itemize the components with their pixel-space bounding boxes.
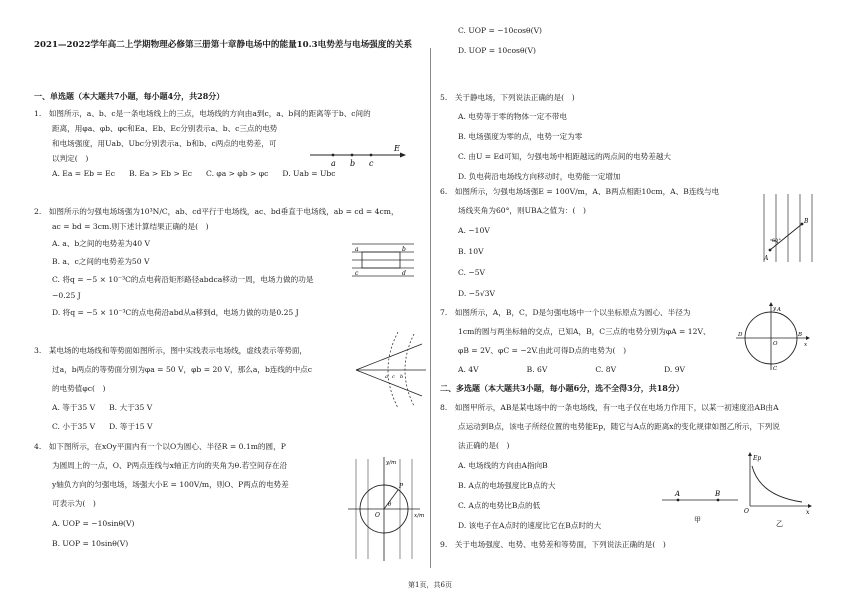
option-d: D. −5√3V	[458, 289, 495, 298]
label-d: D	[738, 332, 743, 338]
question-1-line: 和电场强度，用Uab、Ubc分别表示a、b和b、c两点的电势差，可	[52, 139, 277, 148]
question-3-line: 过a，b两点的等势面分别为φa = 50 V，φb = 20 V，那么a，b连线的中点c	[52, 365, 313, 374]
question-2-line: 2. 如图所示的匀强电场场强为10³N/C，ab、cd平行于电场线，ac、bd垂直于电场线，ab = cd = 4cm，	[34, 207, 399, 216]
label-d: d	[402, 270, 406, 277]
question-7-line: 1cm的圆与两坐标轴的交点，已知A，B，C三点的电势分别为φA = 12V、	[458, 327, 711, 336]
option-b: B. 电场强度为零的点，电势一定为零	[458, 132, 583, 141]
option-b: B. Ea > Eb > Ec	[128, 169, 193, 178]
label-b: B	[715, 490, 721, 498]
question-6-figure	[758, 192, 818, 264]
option-c: C. 小于35 V	[52, 422, 96, 431]
question-9	[440, 539, 666, 550]
label-o: O	[375, 512, 380, 519]
label-c: c	[369, 159, 374, 168]
label-o: O	[773, 341, 778, 347]
label-x-axis: x/m	[414, 513, 425, 519]
option-a: A. 4V	[458, 365, 479, 374]
label-b: B	[798, 332, 803, 338]
question-7-line: 7. 如图所示，A，B，C，D是匀强电场中一个以坐标原点为圆心、半径为	[440, 308, 691, 317]
label-a: a	[331, 159, 336, 168]
label-x-axis: x	[804, 342, 808, 348]
label-b: b	[350, 159, 356, 168]
question-3-line: 3. 某电场的电场线和等势面如图所示，图中实线表示电场线，虚线表示等势面，	[34, 346, 308, 355]
label-jia: 甲	[694, 516, 701, 524]
option-d: D. 该电子在A点时的速度比它在B点时的大	[458, 521, 602, 530]
option-d: D. 等于15 V	[109, 422, 153, 431]
question-4-line: 4. 如下图所示，在xOy平面内有一个以O为圆心、半径R = 0.1m的圆，P	[34, 442, 286, 451]
option-c: C. UOP = −10cosθ(V)	[458, 26, 543, 35]
question-4-line: 为圆周上的一点，O、P两点连线与x轴正方向的夹角为θ.若空间存在沿	[52, 461, 288, 470]
label-y-axis: y	[773, 306, 777, 312]
question-4	[34, 441, 289, 549]
question-3-options-row2	[34, 421, 312, 432]
question-7-line: φB = 2V、φC = −2V.由此可得D点的电势为( )	[458, 346, 627, 355]
option-d: D. Uab = Ubc	[282, 169, 336, 178]
label-b: B	[804, 218, 809, 225]
section-multiple-choice-heading: 二、多选题（本大题共3小题，每小题6分，选不全得3分，共18分）	[440, 383, 684, 393]
question-7	[440, 307, 711, 375]
question-3	[34, 345, 312, 432]
question-6-line: 场线夹角为60°，则UBA之值为：( )	[458, 206, 586, 215]
question-1-line: 距离，用φa、φb、φc和Ea、Eb、Ec分别表示a、b、c三点的电势	[52, 124, 278, 133]
label-angle: 60°	[772, 238, 781, 244]
option-a: A. 电势等于零的物体一定不带电	[458, 112, 568, 121]
question-1-line: 1. 如图所示，a、b、c是一条电场线上的三点，电场线的方向由a到c，a、b间的距离等于b、c间的	[34, 109, 371, 118]
question-1-figure	[308, 143, 408, 169]
label-ep: Ep	[753, 455, 762, 462]
option-c: C. −5V	[458, 268, 486, 277]
label-c: C	[773, 366, 778, 372]
question-9-line: 9. 关于电场强度、电势、电势差和等势面，下列说法正确的是( )	[440, 540, 666, 549]
label-a: A	[675, 490, 681, 498]
label-p: P	[399, 483, 404, 490]
option-c-continued: −0.25 J	[52, 291, 81, 300]
question-3-line: 的电势值φc( )	[52, 384, 106, 393]
label-o: O	[744, 508, 749, 515]
question-5	[440, 92, 671, 182]
question-6-line: 6. 如图所示，匀强电场场强E = 100V/m，A、B两点相距10cm，A、B连线与电	[440, 187, 720, 196]
option-d: D. 9V	[664, 365, 686, 374]
option-b: B. 大于35 V	[109, 403, 153, 412]
label-a: a	[385, 374, 388, 380]
option-a: A. 电场线的方向由A指向B	[458, 461, 548, 470]
question-6	[440, 186, 719, 299]
label-x-axis: x	[806, 509, 810, 516]
question-7-options	[440, 364, 711, 375]
option-a: A. 等于35 V	[52, 403, 96, 412]
label-e: E	[394, 144, 400, 153]
label-y-axis: y/m	[386, 460, 397, 466]
question-3-options-row1	[34, 402, 312, 413]
question-4-figure	[346, 455, 426, 563]
question-1-line: 以判定( )	[52, 154, 89, 163]
section-single-choice-heading: 一、单选题（本大题共7小题，每小题4分，共28分）	[34, 91, 225, 101]
option-a: A. −10V	[458, 226, 490, 235]
label-a: A	[777, 307, 781, 313]
option-c: C. 将q = −5 × 10⁻³C的点电荷沿矩形路径abdca移动一周，电场力做的功是	[52, 275, 314, 284]
option-b: B. UOP = 10sinθ(V)	[52, 539, 129, 548]
option-d: D. 负电荷沿电场线方向移动时，电势能一定增加	[458, 172, 621, 181]
question-2-line: ac = bd = 3cm.则下述计算结果正确的是( )	[52, 222, 209, 231]
option-c: C. A点的电势比B点的低	[458, 501, 541, 510]
page-footer: 第1页，共6页	[408, 581, 452, 589]
question-2-figure	[350, 236, 416, 280]
label-b: b	[402, 246, 406, 253]
question-8-line: 8. 如图甲所示，AB是某电场中的一条电场线，有一电子仅在电场力作用下，以某一初速度沿AB由A	[440, 403, 779, 412]
label-a: a	[355, 246, 359, 253]
option-b: B. A点的电场强度比B点的大	[458, 481, 556, 490]
option-c: C. 8V	[595, 365, 617, 374]
question-8-figure-jia	[660, 476, 740, 528]
label-a: A	[764, 255, 769, 262]
option-a: A. a、b之间的电势差为40 V	[52, 239, 151, 248]
label-theta: θ	[388, 502, 392, 508]
question-8-figure-yi	[742, 452, 814, 532]
option-a: A. UOP = −10sinθ(V)	[52, 519, 135, 528]
question-4-line: y轴负方向的匀强电场，场强大小E = 100V/m，则O、P两点的电势差	[52, 480, 289, 489]
question-8-line: 法正确的是( )	[458, 441, 510, 450]
question-4-line: 可表示为( )	[52, 499, 96, 508]
option-d: D. 将q = −5 × 10⁻³C的点电荷沿abd从a移到d，电场力做的功是0.25 J	[52, 308, 299, 317]
question-5-line: 5. 关于静电场，下列说法正确的是( )	[440, 93, 575, 102]
option-b: B. 10V	[458, 247, 484, 256]
option-c: C. 由U = Ed可知，匀强电场中相距越远的两点间的电势差越大	[458, 152, 672, 161]
question-4-continued	[440, 25, 542, 56]
question-1-options	[34, 168, 371, 179]
label-c: c	[392, 374, 395, 380]
label-b: b	[400, 374, 404, 380]
question-8-line: 点运动到B点，该电子所经位置的电势能Ep，随它与A点的距离x的变化规律如图乙所示，下列说	[458, 422, 780, 431]
option-b: B. a、c之间的电势差为50 V	[52, 257, 150, 266]
option-c: C. φa > φb > φc	[206, 169, 269, 178]
option-b: B. 6V	[526, 365, 548, 374]
label-c: c	[355, 270, 359, 277]
label-yi: 乙	[776, 520, 783, 528]
question-7-figure	[734, 302, 810, 372]
column-divider	[430, 48, 431, 568]
question-2	[34, 206, 399, 318]
document-title: 2021—2022学年高二上学期物理必修第三册第十章静电场中的能量10.3电势差与电场强度的关系	[34, 40, 413, 50]
option-a: A. Ea = Eb = Ec	[52, 169, 115, 178]
question-3-figure	[348, 330, 428, 410]
option-d: D. UOP = 10cosθ(V)	[458, 46, 536, 55]
